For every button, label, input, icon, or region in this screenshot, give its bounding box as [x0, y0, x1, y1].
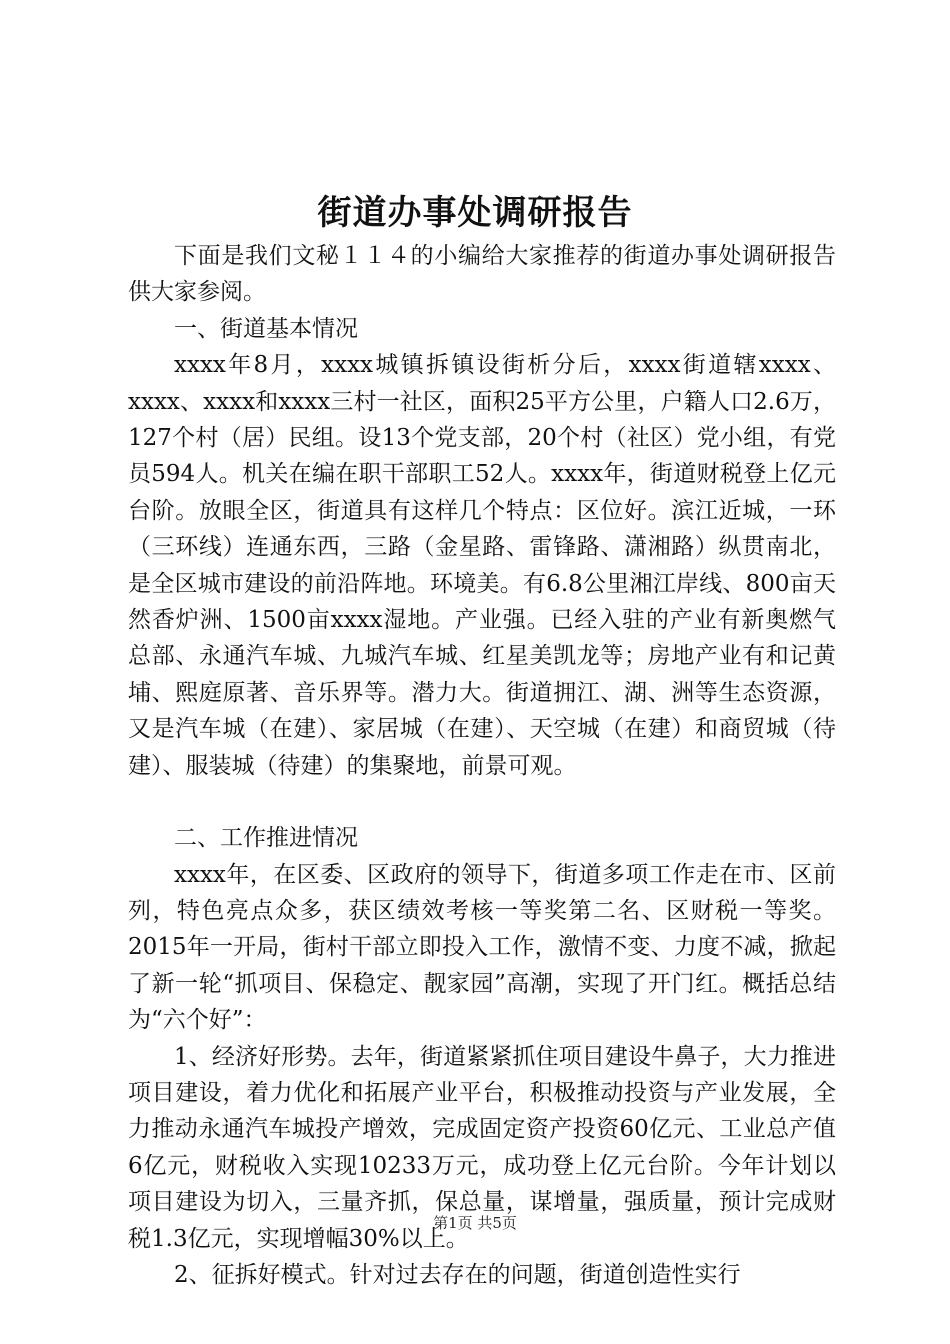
work-progress-paragraph: xxxx年，在区委、区政府的领导下，街道多项工作走在市、区前列，特色亮点众多，获区绩效考核一等奖第二名、区财税一等奖。2015年一开局，街村干部立即投入工作，激情不变、力度不减，掀起了新一轮“抓项目、保稳定、靓家园”高潮，实现了开门红。概括总结为“六个好”：	[128, 861, 836, 1034]
section-heading-basic-situation: 一、街道基本情况	[174, 315, 358, 342]
page-number-footer: 第1页 共5页	[433, 1214, 517, 1232]
document-body	[128, 238, 836, 1293]
intro-paragraph: 下面是我们文秘１１４的小编给大家推荐的街道办事处调研报告供大家参阅。	[128, 243, 836, 306]
list-item-demolition: 2、征拆好模式。针对过去存在的问题，街道创造性实行	[174, 1261, 741, 1288]
list-item-economy: 1、经济好形势。去年，街道紧紧抓住项目建设牛鼻子，大力推进项目建设，着力优化和拓展产业平台，积极推动投资与产业发展，全力推动永通汽车城投产增效，完成固定资产投资60亿元、工业总产值6亿元，财税收入实现10233万元，成功登上亿元台阶。今年计划以项目建设为切入，三量齐抓，保总量，谋增量，强质量，预计完成财税1.3亿元，实现增幅30%以上。	[128, 1043, 836, 1252]
basic-situation-paragraph: xxxx年8月，xxxx城镇拆镇设街析分后，xxxx街道辖xxxx、xxxx、xxxx和xxxx三村一社区，面积25平方公里，户籍人口2.6万，127个村（居）民组。设13个党支部，20个村（社区）党小组，有党员594人。机关在编在职干部职工52人。xxxx年，街道财税登上亿元台阶。放眼全区，街道具有这样几个特点：区位好。滨江近城，一环（三环线）连通东西，三路（金星路、雷锋路、潇湘路）纵贯南北，是全区城市建设的前沿阵地。环境美。有6.8公里湘江岸线、800亩天然香炉洲、1500亩xxxx湿地。产业强。已经入驻的产业有新奥燃气总部、永通汽车城、九城汽车城、红星美凯龙等；房地产业有和记黄埔、熙庭原著、音乐界等。潜力大。街道拥江、湖、洲等生态资源，又是汽车城（在建）、家居城（在建）、天空城（在建）和商贸城（待建）、服装城（待建）的集聚地，前景可观。	[128, 352, 836, 779]
section-heading-work-progress: 二、工作推进情况	[174, 825, 358, 852]
paragraph-spacer	[128, 784, 836, 820]
document-title: 街道办事处调研报告	[317, 193, 633, 233]
